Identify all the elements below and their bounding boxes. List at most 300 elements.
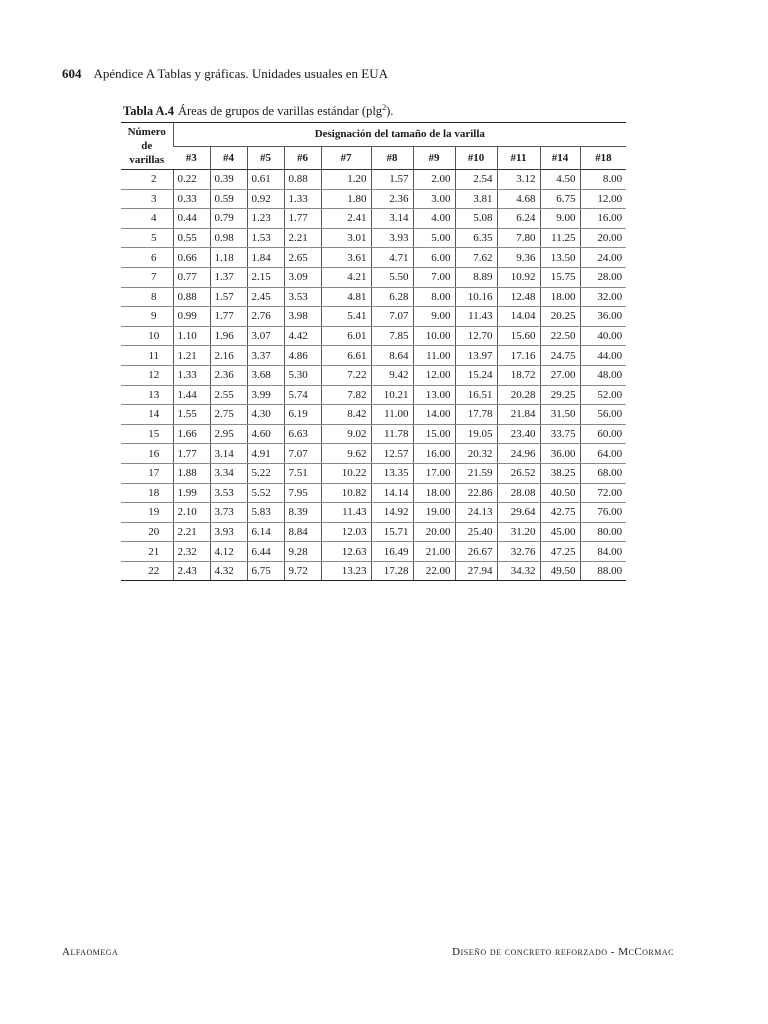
- area-cell: 6.24: [497, 209, 540, 229]
- area-cell: 14.04: [497, 307, 540, 327]
- area-cell: 7.85: [371, 326, 413, 346]
- area-cell: 11.78: [371, 424, 413, 444]
- area-cell: 1.10: [173, 326, 210, 346]
- area-cell: 8.84: [284, 522, 321, 542]
- area-cell: 2.16: [210, 346, 247, 366]
- area-cell: 4.00: [413, 209, 455, 229]
- table-row: [121, 189, 626, 209]
- area-cell: 80.00: [580, 522, 626, 542]
- column-header: #4: [210, 146, 247, 170]
- table-row: [121, 542, 626, 562]
- area-cell: 2.41: [321, 209, 371, 229]
- area-cell: 5.74: [284, 385, 321, 405]
- table-row: [121, 209, 626, 229]
- area-cell: 9.00: [413, 307, 455, 327]
- area-cell: 15.75: [540, 267, 580, 287]
- area-cell: 17.78: [455, 405, 497, 425]
- area-cell: 1.20: [321, 170, 371, 190]
- table-row: [121, 346, 626, 366]
- area-cell: 28.00: [580, 267, 626, 287]
- area-cell: 7.51: [284, 463, 321, 483]
- row-count-cell: 13: [121, 385, 173, 405]
- row-header-line2: de varillas: [129, 140, 165, 166]
- row-count-cell: 7: [121, 267, 173, 287]
- row-count-cell: 14: [121, 405, 173, 425]
- area-cell: 20.25: [540, 307, 580, 327]
- table-row: [121, 287, 626, 307]
- area-cell: 7.62: [455, 248, 497, 268]
- area-cell: 13.35: [371, 463, 413, 483]
- table-row: [121, 307, 626, 327]
- area-cell: 9.02: [321, 424, 371, 444]
- area-cell: 3.09: [284, 267, 321, 287]
- row-count-cell: 9: [121, 307, 173, 327]
- area-cell: 2.75: [210, 405, 247, 425]
- area-cell: 15.00: [413, 424, 455, 444]
- area-cell: 12.48: [497, 287, 540, 307]
- area-cell: 0.39: [210, 170, 247, 190]
- area-cell: 5.00: [413, 228, 455, 248]
- area-cell: 33.75: [540, 424, 580, 444]
- area-cell: 6.63: [284, 424, 321, 444]
- area-cell: 0.44: [173, 209, 210, 229]
- row-count-cell: 16: [121, 444, 173, 464]
- area-cell: 2.21: [284, 228, 321, 248]
- area-cell: 7.95: [284, 483, 321, 503]
- table-label: Tabla A.4: [123, 104, 174, 119]
- area-cell: 17.16: [497, 346, 540, 366]
- area-cell: 9.72: [284, 561, 321, 581]
- area-cell: 2.15: [247, 267, 284, 287]
- area-cell: 40.00: [580, 326, 626, 346]
- column-header: #11: [497, 146, 540, 170]
- table-row: [121, 267, 626, 287]
- area-cell: 2.36: [210, 365, 247, 385]
- area-cell: 76.00: [580, 503, 626, 523]
- area-cell: 5.22: [247, 463, 284, 483]
- area-cell: 0.33: [173, 189, 210, 209]
- area-cell: 0.22: [173, 170, 210, 190]
- column-header: #18: [580, 146, 626, 170]
- area-cell: 4.12: [210, 542, 247, 562]
- area-cell: 3.68: [247, 365, 284, 385]
- area-cell: 18.00: [413, 483, 455, 503]
- row-count-cell: 12: [121, 365, 173, 385]
- group-header: Designación del tamaño de la varilla: [173, 123, 626, 147]
- area-cell: 2.43: [173, 561, 210, 581]
- area-cell: 13.00: [413, 385, 455, 405]
- table-row: [121, 503, 626, 523]
- row-count-cell: 8: [121, 287, 173, 307]
- area-cell: 20.00: [413, 522, 455, 542]
- area-cell: 12.00: [580, 189, 626, 209]
- area-cell: 72.00: [580, 483, 626, 503]
- area-cell: 68.00: [580, 463, 626, 483]
- row-count-cell: 17: [121, 463, 173, 483]
- table-row: [121, 228, 626, 248]
- table-row: [121, 248, 626, 268]
- area-cell: 7.00: [413, 267, 455, 287]
- area-cell: 17.28: [371, 561, 413, 581]
- area-cell: 3.37: [247, 346, 284, 366]
- area-cell: 9.00: [540, 209, 580, 229]
- row-count-cell: 18: [121, 483, 173, 503]
- table-row: [121, 561, 626, 581]
- area-cell: 2.65: [284, 248, 321, 268]
- area-cell: 10.82: [321, 483, 371, 503]
- row-count-cell: 22: [121, 561, 173, 581]
- area-cell: 1.33: [173, 365, 210, 385]
- area-cell: 6.19: [284, 405, 321, 425]
- area-cell: 6.14: [247, 522, 284, 542]
- area-cell: 6.01: [321, 326, 371, 346]
- area-cell: 32.76: [497, 542, 540, 562]
- area-cell: 21.84: [497, 405, 540, 425]
- area-cell: 0.88: [284, 170, 321, 190]
- area-cell: 8.64: [371, 346, 413, 366]
- table-row: [121, 385, 626, 405]
- area-cell: 4.30: [247, 405, 284, 425]
- area-cell: 4.50: [540, 170, 580, 190]
- area-cell: 11.43: [455, 307, 497, 327]
- area-cell: 3.93: [210, 522, 247, 542]
- area-cell: 3.81: [455, 189, 497, 209]
- area-cell: 36.00: [580, 307, 626, 327]
- area-cell: 1.84: [247, 248, 284, 268]
- area-cell: 8.89: [455, 267, 497, 287]
- area-cell: 3.98: [284, 307, 321, 327]
- area-cell: 3.53: [210, 483, 247, 503]
- area-cell: 8.00: [413, 287, 455, 307]
- column-header: #3: [173, 146, 210, 170]
- area-cell: 13.97: [455, 346, 497, 366]
- area-cell: 1.77: [284, 209, 321, 229]
- area-cell: 1.44: [173, 385, 210, 405]
- area-cell: 1.77: [210, 307, 247, 327]
- area-cell: 7.07: [284, 444, 321, 464]
- area-cell: 44.00: [580, 346, 626, 366]
- area-cell: 1.99: [173, 483, 210, 503]
- row-count-cell: 10: [121, 326, 173, 346]
- area-cell: 16.00: [580, 209, 626, 229]
- area-cell: 60.00: [580, 424, 626, 444]
- area-cell: 2.55: [210, 385, 247, 405]
- area-cell: 11.00: [413, 346, 455, 366]
- area-cell: 5.30: [284, 365, 321, 385]
- area-cell: 31.20: [497, 522, 540, 542]
- area-cell: 1.33: [284, 189, 321, 209]
- area-cell: 7.80: [497, 228, 540, 248]
- area-cell: 21.59: [455, 463, 497, 483]
- area-cell: 4.68: [497, 189, 540, 209]
- area-cell: 5.41: [321, 307, 371, 327]
- area-cell: 64.00: [580, 444, 626, 464]
- area-cell: 5.08: [455, 209, 497, 229]
- page-number: 604: [62, 66, 82, 81]
- area-cell: 8.39: [284, 503, 321, 523]
- area-cell: 22.50: [540, 326, 580, 346]
- row-header-line1: Número: [127, 126, 166, 138]
- column-header: #6: [284, 146, 321, 170]
- area-cell: 40.50: [540, 483, 580, 503]
- area-cell: 28.08: [497, 483, 540, 503]
- area-cell: 11.00: [371, 405, 413, 425]
- area-cell: 16.49: [371, 542, 413, 562]
- area-cell: 18.00: [540, 287, 580, 307]
- area-cell: 38.25: [540, 463, 580, 483]
- area-cell: 1.88: [173, 463, 210, 483]
- area-cell: 11.43: [321, 503, 371, 523]
- area-cell: 5.50: [371, 267, 413, 287]
- area-cell: 9.62: [321, 444, 371, 464]
- area-cell: 2.95: [210, 424, 247, 444]
- area-cell: 5.83: [247, 503, 284, 523]
- row-header: [121, 123, 173, 170]
- area-cell: 0.88: [173, 287, 210, 307]
- area-cell: 1.66: [173, 424, 210, 444]
- area-cell: 2.45: [247, 287, 284, 307]
- caption-superscript: 2: [382, 103, 387, 112]
- area-cell: 56.00: [580, 405, 626, 425]
- size-header-row: [121, 146, 626, 170]
- area-cell: 16.51: [455, 385, 497, 405]
- area-cell: 6.61: [321, 346, 371, 366]
- area-cell: 3.14: [210, 444, 247, 464]
- area-cell: 23.40: [497, 424, 540, 444]
- area-cell: 1.37: [210, 267, 247, 287]
- area-cell: 34.32: [497, 561, 540, 581]
- area-cell: 27.00: [540, 365, 580, 385]
- table-row: [121, 424, 626, 444]
- area-cell: 24.75: [540, 346, 580, 366]
- table-row: [121, 444, 626, 464]
- area-cell: 22.00: [413, 561, 455, 581]
- area-cell: 10.00: [413, 326, 455, 346]
- area-cell: 7.22: [321, 365, 371, 385]
- column-header: #7: [321, 146, 371, 170]
- row-count-cell: 20: [121, 522, 173, 542]
- area-cell: 24.96: [497, 444, 540, 464]
- area-cell: 1.18: [210, 248, 247, 268]
- area-cell: 4.42: [284, 326, 321, 346]
- area-cell: 1.77: [173, 444, 210, 464]
- column-header: #8: [371, 146, 413, 170]
- area-cell: 0.59: [210, 189, 247, 209]
- footer-publisher: Alfaomega: [62, 946, 119, 958]
- area-cell: 2.32: [173, 542, 210, 562]
- area-cell: 1.53: [247, 228, 284, 248]
- area-cell: 15.24: [455, 365, 497, 385]
- table-row: [121, 483, 626, 503]
- table-caption: [123, 103, 393, 119]
- area-cell: 6.28: [371, 287, 413, 307]
- area-cell: 0.98: [210, 228, 247, 248]
- area-cell: 3.14: [371, 209, 413, 229]
- area-cell: 13.50: [540, 248, 580, 268]
- area-cell: 9.42: [371, 365, 413, 385]
- area-cell: 16.00: [413, 444, 455, 464]
- area-cell: 4.60: [247, 424, 284, 444]
- area-cell: 9.36: [497, 248, 540, 268]
- area-cell: 3.61: [321, 248, 371, 268]
- area-cell: 22.86: [455, 483, 497, 503]
- area-cell: 3.01: [321, 228, 371, 248]
- area-cell: 4.21: [321, 267, 371, 287]
- area-cell: 1.23: [247, 209, 284, 229]
- area-cell: 42.75: [540, 503, 580, 523]
- table-row: [121, 170, 626, 190]
- area-cell: 32.00: [580, 287, 626, 307]
- area-cell: 1.57: [371, 170, 413, 190]
- area-cell: 0.92: [247, 189, 284, 209]
- area-cell: 52.00: [580, 385, 626, 405]
- area-cell: 49.50: [540, 561, 580, 581]
- area-cell: 31.50: [540, 405, 580, 425]
- area-cell: 12.57: [371, 444, 413, 464]
- area-cell: 2.00: [413, 170, 455, 190]
- area-cell: 6.75: [540, 189, 580, 209]
- area-cell: 29.25: [540, 385, 580, 405]
- area-cell: 12.63: [321, 542, 371, 562]
- area-cell: 6.35: [455, 228, 497, 248]
- area-cell: 20.32: [455, 444, 497, 464]
- footer-book-title: Diseño de concreto reforzado - McCormac: [452, 946, 674, 958]
- area-cell: 27.94: [455, 561, 497, 581]
- row-count-cell: 19: [121, 503, 173, 523]
- area-cell: 45.00: [540, 522, 580, 542]
- area-cell: 3.99: [247, 385, 284, 405]
- area-cell: 14.92: [371, 503, 413, 523]
- area-cell: 17.00: [413, 463, 455, 483]
- area-cell: 15.71: [371, 522, 413, 542]
- row-count-cell: 5: [121, 228, 173, 248]
- area-cell: 0.79: [210, 209, 247, 229]
- area-cell: 8.42: [321, 405, 371, 425]
- area-cell: 21.00: [413, 542, 455, 562]
- column-header: #14: [540, 146, 580, 170]
- area-cell: 6.44: [247, 542, 284, 562]
- area-cell: 11.25: [540, 228, 580, 248]
- area-cell: 14.00: [413, 405, 455, 425]
- row-count-cell: 21: [121, 542, 173, 562]
- area-cell: 24.13: [455, 503, 497, 523]
- running-head: [62, 66, 388, 82]
- area-cell: 36.00: [540, 444, 580, 464]
- area-cell: 9.28: [284, 542, 321, 562]
- area-cell: 2.21: [173, 522, 210, 542]
- area-cell: 10.16: [455, 287, 497, 307]
- area-cell: 15.60: [497, 326, 540, 346]
- area-cell: 29.64: [497, 503, 540, 523]
- area-cell: 26.67: [455, 542, 497, 562]
- area-cell: 10.22: [321, 463, 371, 483]
- area-cell: 5.52: [247, 483, 284, 503]
- area-cell: 0.55: [173, 228, 210, 248]
- row-count-cell: 3: [121, 189, 173, 209]
- area-cell: 1.96: [210, 326, 247, 346]
- area-cell: 12.00: [413, 365, 455, 385]
- area-cell: 20.28: [497, 385, 540, 405]
- area-cell: 4.86: [284, 346, 321, 366]
- area-cell: 4.71: [371, 248, 413, 268]
- area-cell: 20.00: [580, 228, 626, 248]
- column-header: #5: [247, 146, 284, 170]
- running-title: Apéndice A Tablas y gráficas. Unidades usuales en EUA: [93, 66, 389, 81]
- table-row: [121, 522, 626, 542]
- row-count-cell: 4: [121, 209, 173, 229]
- area-cell: 18.72: [497, 365, 540, 385]
- area-cell: 3.34: [210, 463, 247, 483]
- area-cell: 7.07: [371, 307, 413, 327]
- area-cell: 8.00: [580, 170, 626, 190]
- area-cell: 0.61: [247, 170, 284, 190]
- row-count-cell: 11: [121, 346, 173, 366]
- area-cell: 3.53: [284, 287, 321, 307]
- area-cell: 24.00: [580, 248, 626, 268]
- area-cell: 84.00: [580, 542, 626, 562]
- area-cell: 4.91: [247, 444, 284, 464]
- area-cell: 19.00: [413, 503, 455, 523]
- area-cell: 0.99: [173, 307, 210, 327]
- row-count-cell: 15: [121, 424, 173, 444]
- area-cell: 13.23: [321, 561, 371, 581]
- table-body: [121, 170, 626, 581]
- table-row: [121, 405, 626, 425]
- column-header: #10: [455, 146, 497, 170]
- area-cell: 26.52: [497, 463, 540, 483]
- table-row: [121, 463, 626, 483]
- row-count-cell: 2: [121, 170, 173, 190]
- area-cell: 7.82: [321, 385, 371, 405]
- area-cell: 1.55: [173, 405, 210, 425]
- bar-areas-table: [121, 122, 626, 581]
- area-cell: 4.81: [321, 287, 371, 307]
- area-cell: 1.80: [321, 189, 371, 209]
- column-header: #9: [413, 146, 455, 170]
- area-cell: 2.54: [455, 170, 497, 190]
- area-cell: 1.57: [210, 287, 247, 307]
- area-cell: 3.12: [497, 170, 540, 190]
- area-cell: 3.07: [247, 326, 284, 346]
- table-row: [121, 365, 626, 385]
- area-cell: 0.77: [173, 267, 210, 287]
- area-cell: 3.93: [371, 228, 413, 248]
- area-cell: 2.76: [247, 307, 284, 327]
- area-cell: 25.40: [455, 522, 497, 542]
- area-cell: 1.21: [173, 346, 210, 366]
- row-count-cell: 6: [121, 248, 173, 268]
- table-caption-text: Áreas de grupos de varillas estándar (plg: [177, 104, 383, 119]
- caption-suffix: ).: [386, 104, 394, 119]
- area-cell: 19.05: [455, 424, 497, 444]
- area-cell: 10.92: [497, 267, 540, 287]
- area-cell: 2.36: [371, 189, 413, 209]
- area-cell: 47.25: [540, 542, 580, 562]
- area-cell: 3.00: [413, 189, 455, 209]
- area-cell: 12.03: [321, 522, 371, 542]
- area-cell: 10.21: [371, 385, 413, 405]
- area-cell: 2.10: [173, 503, 210, 523]
- area-cell: 0.66: [173, 248, 210, 268]
- area-cell: 6.00: [413, 248, 455, 268]
- table-row: [121, 326, 626, 346]
- area-cell: 3.73: [210, 503, 247, 523]
- area-cell: 12.70: [455, 326, 497, 346]
- area-cell: 88.00: [580, 561, 626, 581]
- area-cell: 14.14: [371, 483, 413, 503]
- area-cell: 4.32: [210, 561, 247, 581]
- area-cell: 6.75: [247, 561, 284, 581]
